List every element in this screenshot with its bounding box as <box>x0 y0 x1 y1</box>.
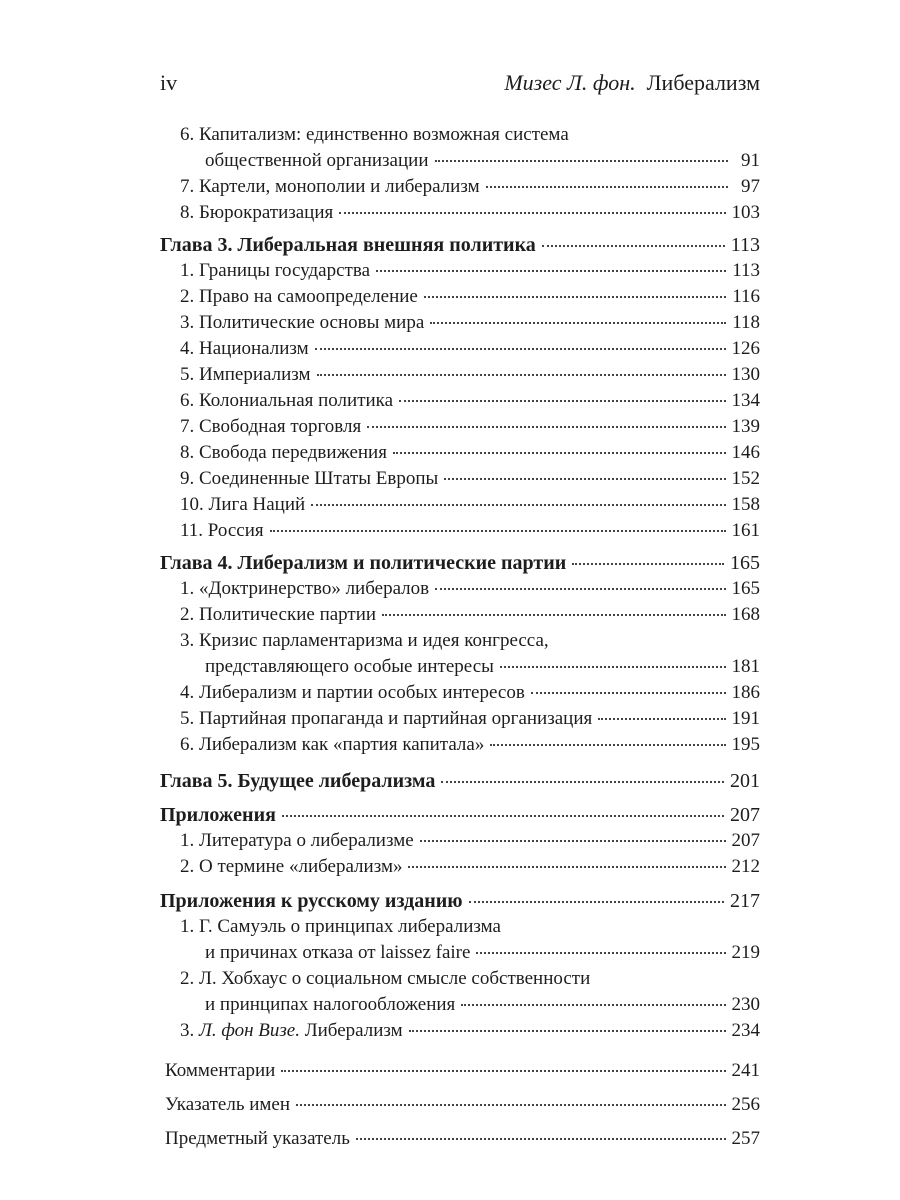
leader-dots <box>542 245 725 247</box>
page-ref: 152 <box>731 468 760 489</box>
toc-entry[interactable]: 11. Россия 161 <box>160 518 760 544</box>
page-ref: 126 <box>731 338 760 359</box>
toc-entry[interactable]: 2. Право на самоопределение 116 <box>160 284 760 310</box>
toc-entry-line1: 6. Капитализм: единственно возможная система <box>180 124 569 145</box>
page-ref: 230 <box>731 994 760 1015</box>
leader-dots <box>441 781 724 783</box>
author-italic: Л. фон Визе. <box>199 1020 300 1041</box>
toc-entry[interactable]: и принципах налогообложения 230 <box>160 992 760 1018</box>
page-ref: 257 <box>731 1128 760 1149</box>
page-ref: 217 <box>730 890 760 912</box>
toc-entry[interactable]: 1. Границы государства 113 <box>160 258 760 284</box>
leader-dots <box>356 1138 726 1140</box>
leader-dots <box>424 296 726 298</box>
leader-dots <box>281 1070 725 1072</box>
toc-entry[interactable]: представляющего особые интересы 181 <box>160 654 760 680</box>
page-ref: 130 <box>731 364 760 385</box>
chapter-heading[interactable]: Глава 5. Будущее либерализма 201 <box>160 770 760 792</box>
leader-dots <box>339 212 725 214</box>
page-ref: 165 <box>730 552 760 574</box>
leader-dots <box>376 270 726 272</box>
leader-dots <box>490 744 725 746</box>
page-ref: 181 <box>731 656 760 677</box>
toc-entry[interactable]: 6. Колониальная политика 134 <box>160 388 760 414</box>
page-ref: 113 <box>732 260 760 281</box>
page-ref: 139 <box>731 416 760 437</box>
page-ref: 241 <box>731 1060 760 1081</box>
leader-dots <box>317 374 726 376</box>
toc-entry[interactable]: 2. О термине «либерализм» 212 <box>160 854 760 880</box>
leader-dots <box>486 186 728 188</box>
leader-dots <box>393 452 726 454</box>
page-ref: 207 <box>730 804 760 826</box>
toc-entry[interactable]: 9. Соединенные Штаты Европы 152 <box>160 466 760 492</box>
page-ref: 195 <box>731 734 760 755</box>
toc-entry[interactable]: 4. Либерализм и партии особых интересов 186 <box>160 680 760 706</box>
leader-dots <box>367 426 725 428</box>
book-title: Либерализм <box>646 70 760 95</box>
leader-dots <box>500 666 726 668</box>
leader-dots <box>399 400 725 402</box>
leader-dots <box>296 1104 725 1106</box>
toc-entry[interactable]: 7. Свободная торговля 139 <box>160 414 760 440</box>
leader-dots <box>430 322 726 324</box>
chapter-heading[interactable]: Приложения к русскому изданию 217 <box>160 890 760 912</box>
leader-dots <box>435 588 725 590</box>
page-ref: 207 <box>731 830 760 851</box>
leader-dots <box>270 530 726 532</box>
page-ref: 134 <box>731 390 760 411</box>
running-title <box>504 70 760 96</box>
chapter-heading[interactable]: Глава 4. Либерализм и политические партии 165 <box>160 552 760 574</box>
page-ref: 146 <box>731 442 760 463</box>
leader-dots <box>444 478 725 480</box>
toc-entry[interactable]: 5. Империализм 130 <box>160 362 760 388</box>
leader-dots <box>572 563 724 565</box>
toc-entry[interactable]: 5. Партийная пропаганда и партийная организация 191 <box>160 706 760 732</box>
page-ref: 256 <box>731 1094 760 1115</box>
toc-entry[interactable]: 3. Политические основы мира 118 <box>160 310 760 336</box>
toc-entry[interactable]: общественной организации 91 <box>160 148 760 174</box>
toc-entry[interactable]: 3. Л. фон Визе. Либерализм 234 <box>160 1018 760 1044</box>
author-name: Мизес Л. фон. <box>504 70 636 95</box>
leader-dots <box>531 692 726 694</box>
toc-entry[interactable]: Предметный указатель 257 <box>160 1126 760 1152</box>
leader-dots <box>461 1004 725 1006</box>
page-ref: 118 <box>732 312 760 333</box>
toc-entry[interactable]: 6. Либерализм как «партия капитала» 195 <box>160 732 760 758</box>
toc-entry[interactable]: 2. Политические партии 168 <box>160 602 760 628</box>
running-head <box>160 70 760 104</box>
page-ref: 219 <box>731 942 760 963</box>
page-ref: 113 <box>730 234 760 256</box>
page-ref: 116 <box>732 286 760 307</box>
leader-dots <box>420 840 726 842</box>
leader-dots <box>315 348 726 350</box>
leader-dots <box>282 815 724 817</box>
leader-dots <box>469 901 724 903</box>
page-ref: 161 <box>731 520 760 541</box>
toc-entry[interactable]: 8. Свобода передвижения 146 <box>160 440 760 466</box>
toc-entry[interactable]: Указатель имен 256 <box>160 1092 760 1118</box>
leader-dots <box>382 614 725 616</box>
page-ref: 191 <box>731 708 760 729</box>
table-of-contents <box>160 122 760 1152</box>
page-ref: 212 <box>731 856 760 877</box>
toc-entry[interactable]: 8. Бюрократизация 103 <box>160 200 760 226</box>
page-ref: 97 <box>741 176 760 197</box>
leader-dots <box>435 160 729 162</box>
toc-entry[interactable]: 10. Лига Наций 158 <box>160 492 760 518</box>
toc-entry[interactable]: 1. Литература о либерализме 207 <box>160 828 760 854</box>
leader-dots <box>311 504 725 506</box>
leader-dots <box>476 952 725 954</box>
toc-entry[interactable]: 7. Картели, монополии и либерализм 97 <box>160 174 760 200</box>
toc-entry[interactable]: 4. Национализм 126 <box>160 336 760 362</box>
toc-entry[interactable]: 1. «Доктринерство» либералов 165 <box>160 576 760 602</box>
toc-entry-line1: 1. Г. Самуэль о принципах либерализма <box>180 916 501 937</box>
page-ref: 186 <box>731 682 760 703</box>
chapter-heading[interactable]: Приложения 207 <box>160 804 760 826</box>
page-ref: 103 <box>731 202 760 223</box>
leader-dots <box>409 1030 726 1032</box>
toc-entry[interactable]: Комментарии 241 <box>160 1058 760 1084</box>
page-ref: 234 <box>731 1020 760 1041</box>
page-ref: 91 <box>741 150 760 171</box>
leader-dots <box>598 718 725 720</box>
page-number: iv <box>160 70 178 95</box>
page-ref: 165 <box>731 578 760 599</box>
toc-entry-line1: 3. Кризис парламентаризма и идея конгресса, <box>180 630 549 651</box>
page-ref: 201 <box>730 770 760 792</box>
leader-dots <box>408 866 725 868</box>
page-ref: 158 <box>731 494 760 515</box>
toc-entry-line1: 2. Л. Хобхаус о социальном смысле собственности <box>180 968 591 989</box>
page-ref: 168 <box>731 604 760 625</box>
chapter-heading[interactable]: Глава 3. Либеральная внешняя политика 113 <box>160 234 760 256</box>
toc-entry[interactable]: и причинах отказа от laissez faire 219 <box>160 940 760 966</box>
